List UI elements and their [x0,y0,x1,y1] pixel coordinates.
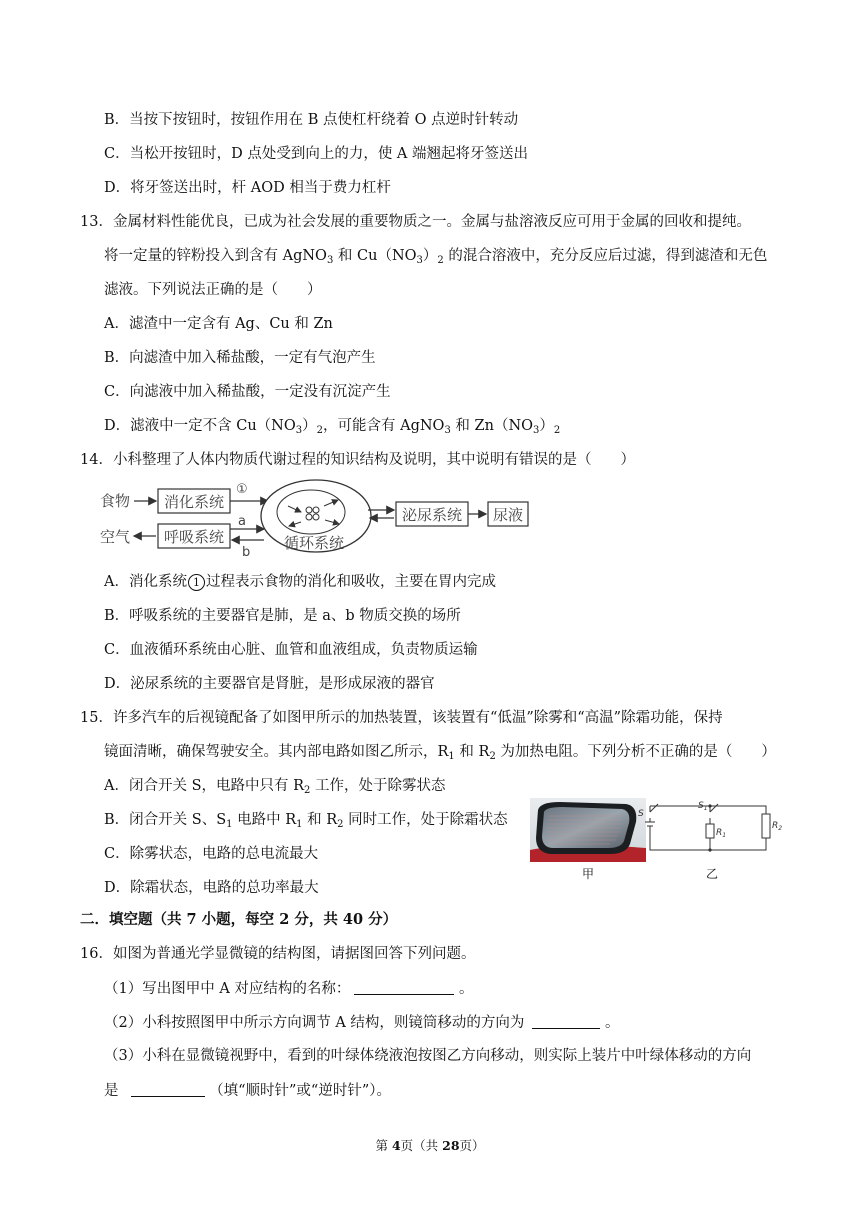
subscript: 2 [304,785,311,796]
fig-jia-label: 甲 [582,867,595,881]
q14-option-c: C．血液循环系统由心脏、血管和血液组成，负责物质运输 [104,642,478,658]
label-circled-1: ① [236,482,248,497]
footer-text: 页（共 [400,1138,443,1153]
q13-option-c: C．向滤液中加入稀盐酸，一定没有沉淀产生 [104,384,391,400]
footer-text: 页） [459,1138,485,1153]
q13-text: 和 Zn（NO [450,418,534,434]
subscript: 3 [326,255,334,266]
q16-part3: （3）小科在显微镜视野中，看到的叶绿体绕液泡按图乙方向移动，则实际上装片中叶绿体移动的方向 [104,1048,752,1064]
switch-s-label: S [638,809,644,819]
page-footer [0,1136,860,1154]
r2-label: $R_2$ [772,821,783,832]
q15-text: A．闭合开关 S，电路中只有 R [104,778,305,794]
section-heading: 二．填空题（共 7 小题，每空 2 分，共 40 分） [80,911,398,928]
q16-text: 。 [454,981,474,997]
subscript: 2 [437,255,444,266]
q16-text: （2）小科按照图甲中所示方向调节 A 结构，则镜筒移动的方向为 [104,1015,525,1031]
q13-text: ，可能含有 AgNO [323,418,445,434]
q16-text: 。 [600,1015,620,1031]
q15-option-d: D．除霜状态，电路的总功率最大 [104,880,319,896]
subscript: 2 [553,425,561,436]
q14-text: A．消化系统 [104,574,187,590]
label-a: a [238,514,246,529]
switch-s [650,804,658,812]
q12-option-c: C．当松开按钮时，D 点处受到向上的力，使 A 端翘起将牙签送出 [104,146,529,162]
q15-text: 和 R [302,812,338,828]
q13-option-d [104,416,560,436]
subscript: 1 [448,751,455,762]
r1-label: $R_1$ [716,828,727,839]
subscript: 2 [316,425,323,436]
metabolism-diagram [96,476,546,564]
q13-stem-line1: 13．金属材料性能优良，已成为社会发展的重要物质之一。金属与盐溶液反应可用于金属的回收和提纯。 [80,214,751,230]
subscript: 1 [226,819,233,830]
urine-label: 尿液 [492,506,524,524]
q15-text: 电路中 R [232,812,297,828]
q13-option-b: B．向滤渣中加入稀盐酸，一定有气泡产生 [104,350,376,366]
q16-text: （1）写出图甲中 A 对应结构的名称： [104,981,351,997]
q13-option-a: A．滤渣中一定含有 Ag、Cu 和 Zn [104,316,333,332]
answer-blank-2[interactable] [532,1012,600,1029]
food-label: 食物 [100,492,131,510]
q15-option-a [104,776,446,796]
q13-stem-line3: 滤液。下列说法正确的是（ ） [104,282,322,298]
q15-text: 镜面清晰，确保驾驶安全。其内部电路如图乙所示，R [104,744,449,760]
fig-yi-label: 乙 [706,867,719,881]
q15-text: 同时工作，处于除霜状态 [343,812,508,828]
q13-text: ） [539,418,554,434]
q15-text: 和 R [454,744,490,760]
circled-number: 1 [188,574,205,591]
q15-option-b [104,810,508,830]
q14-stem: 14．小科整理了人体内物质代谢过程的知识结构及说明，其中说明有错误的是（ ） [80,452,635,468]
q16-part1 [104,978,474,999]
digestive-label: 消化系统 [163,493,225,511]
answer-blank-1[interactable] [354,978,454,995]
q16-part2 [104,1012,620,1033]
q13-text: ） [302,418,317,434]
footer-text: 第 [375,1138,392,1153]
label-b: b [242,545,251,560]
q14-option-b: B．呼吸系统的主要器官是肺，是 a、b 物质交换的场所 [104,608,461,624]
q16-text: （填“顺时针”或“逆时针”）。 [204,1083,392,1099]
respiratory-label: 呼吸系统 [163,528,225,546]
q12-option-b: B．当按下按钮时，按钮作用在 B 点使杠杆绕着 O 点逆时针转动 [104,112,519,128]
switch-s1-label: $S_1$ [698,801,708,812]
q12-option-d: D．将牙签送出时，杆 AOD 相当于费力杠杆 [104,180,391,196]
subscript: 3 [533,425,540,436]
subscript: 2 [337,819,344,830]
total-pages: 28 [442,1138,460,1153]
air-label: 空气 [100,528,131,546]
q15-stem-line1: 15．许多汽车的后视镜配备了如图甲所示的加热装置，该装置有“低温”除雾和“高温”除霜功能，保持 [80,710,723,726]
q16-text: 是 [104,1083,119,1099]
q13-text: ） [422,248,438,264]
q14-option-d: D．泌尿系统的主要器官是肾脏，是形成尿液的器官 [104,676,435,692]
q15-stem-line2 [104,742,776,762]
subscript: 3 [295,425,303,436]
q15-text: 工作，处于除雾状态 [310,778,446,794]
q13-text: 的混合溶液中，充分反应后过滤，得到滤渣和无色 [443,248,768,264]
mirror-photo [530,798,646,862]
q15-option-c: C．除雾状态，电路的总电流最大 [104,846,319,862]
circuit-diagram [636,794,786,864]
q16-stem: 16．如图为普通光学显微镜的结构图，请据图回答下列问题。 [80,946,476,962]
subscript: 3 [444,425,451,436]
subscript: 2 [489,751,496,762]
q14-text: 过程表示食物的消化和吸收，主要在胃内完成 [205,574,496,590]
circulatory-label: 循环系统 [283,534,345,552]
subscript: 1 [296,819,303,830]
urinary-label: 泌尿系统 [401,506,463,524]
page-number: 4 [391,1138,401,1153]
q13-text: D．滤液中一定不含 Cu（NO [104,418,296,434]
q15-text: B．闭合开关 S、S [104,812,227,828]
q13-text: 将一定量的锌粉投入到含有 AgNO [104,248,327,264]
q13-stem-line2 [104,246,767,266]
q16-part3-cont [104,1080,391,1101]
q13-text: 和 Cu（NO [333,248,417,264]
subscript: 3 [416,255,423,266]
junction-dot [708,848,711,851]
q14-option-a [104,572,496,592]
answer-blank-3[interactable] [131,1080,205,1097]
junction-dot [708,804,711,807]
q15-text: 为加热电阻。下列分析不正确的是（ ） [495,744,776,760]
